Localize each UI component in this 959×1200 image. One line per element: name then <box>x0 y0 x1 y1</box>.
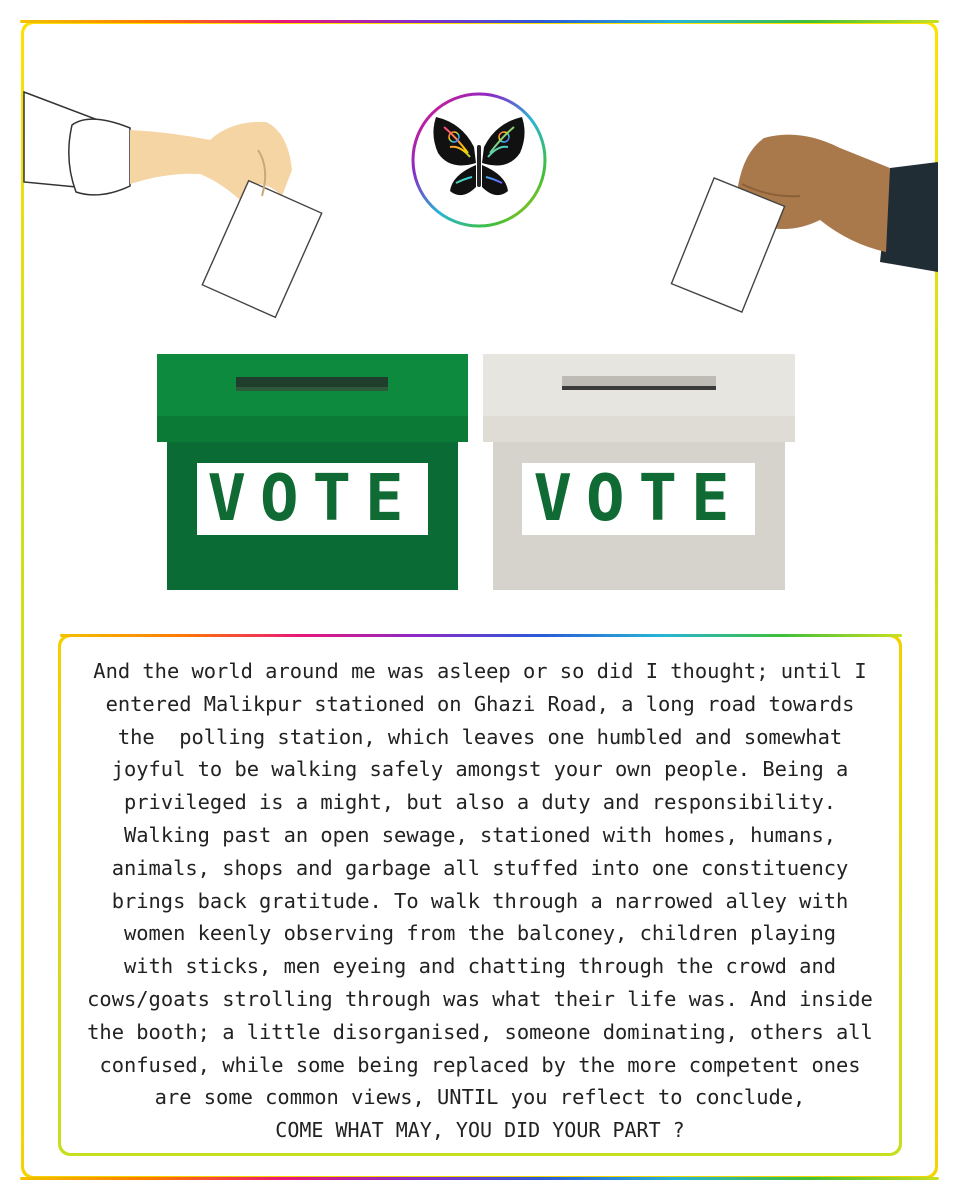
bottom-rainbow-border <box>20 1177 939 1180</box>
story-conclusion: COME WHAT MAY, YOU DID YOUR PART ? <box>275 1118 685 1143</box>
butterfly-icon <box>410 91 548 229</box>
story-line: privileged is a might, but also a duty and responsibility. <box>123 790 837 815</box>
story-text <box>75 655 885 1114</box>
story-line: animals, shops and garbage all stuffed into one constituency <box>111 855 849 880</box>
story-line: are some common views, UNTIL you reflect to conclude, <box>154 1085 806 1110</box>
story-line: cows/goats strolling through was what their life was. And inside <box>87 986 873 1011</box>
story-line: And the world around me was asleep or so did I thought; until I <box>93 659 867 683</box>
story-line: women keenly observing from the balconey, children playing <box>123 921 837 946</box>
card-rainbow-border <box>60 634 902 637</box>
left-hand-with-ballot <box>24 92 322 317</box>
story-line: Walking past an open sewage, stationed with homes, humans, <box>123 822 837 847</box>
story-card <box>58 634 902 1156</box>
green-box-vote-label: VOTE <box>197 463 428 535</box>
story-line: confused, while some being replaced by the more competent ones <box>99 1052 861 1077</box>
story-line: with sticks, men eyeing and chatting through the crowd and <box>123 954 837 979</box>
story-line: brings back gratitude. To walk through a narrowed alley with <box>111 888 849 913</box>
story-line: the booth; a little disorganised, someone dominating, others all <box>87 1019 873 1044</box>
story-line: joyful to be walking safely amongst your own people. Being a <box>111 757 849 782</box>
story-line: the polling station, which leaves one humbled and somewhat <box>117 724 843 749</box>
story-line: entered Malikpur stationed on Ghazi Road, a long road towards <box>105 691 855 716</box>
right-hand-with-ballot <box>671 135 938 312</box>
grey-box-vote-label: VOTE <box>522 463 755 535</box>
